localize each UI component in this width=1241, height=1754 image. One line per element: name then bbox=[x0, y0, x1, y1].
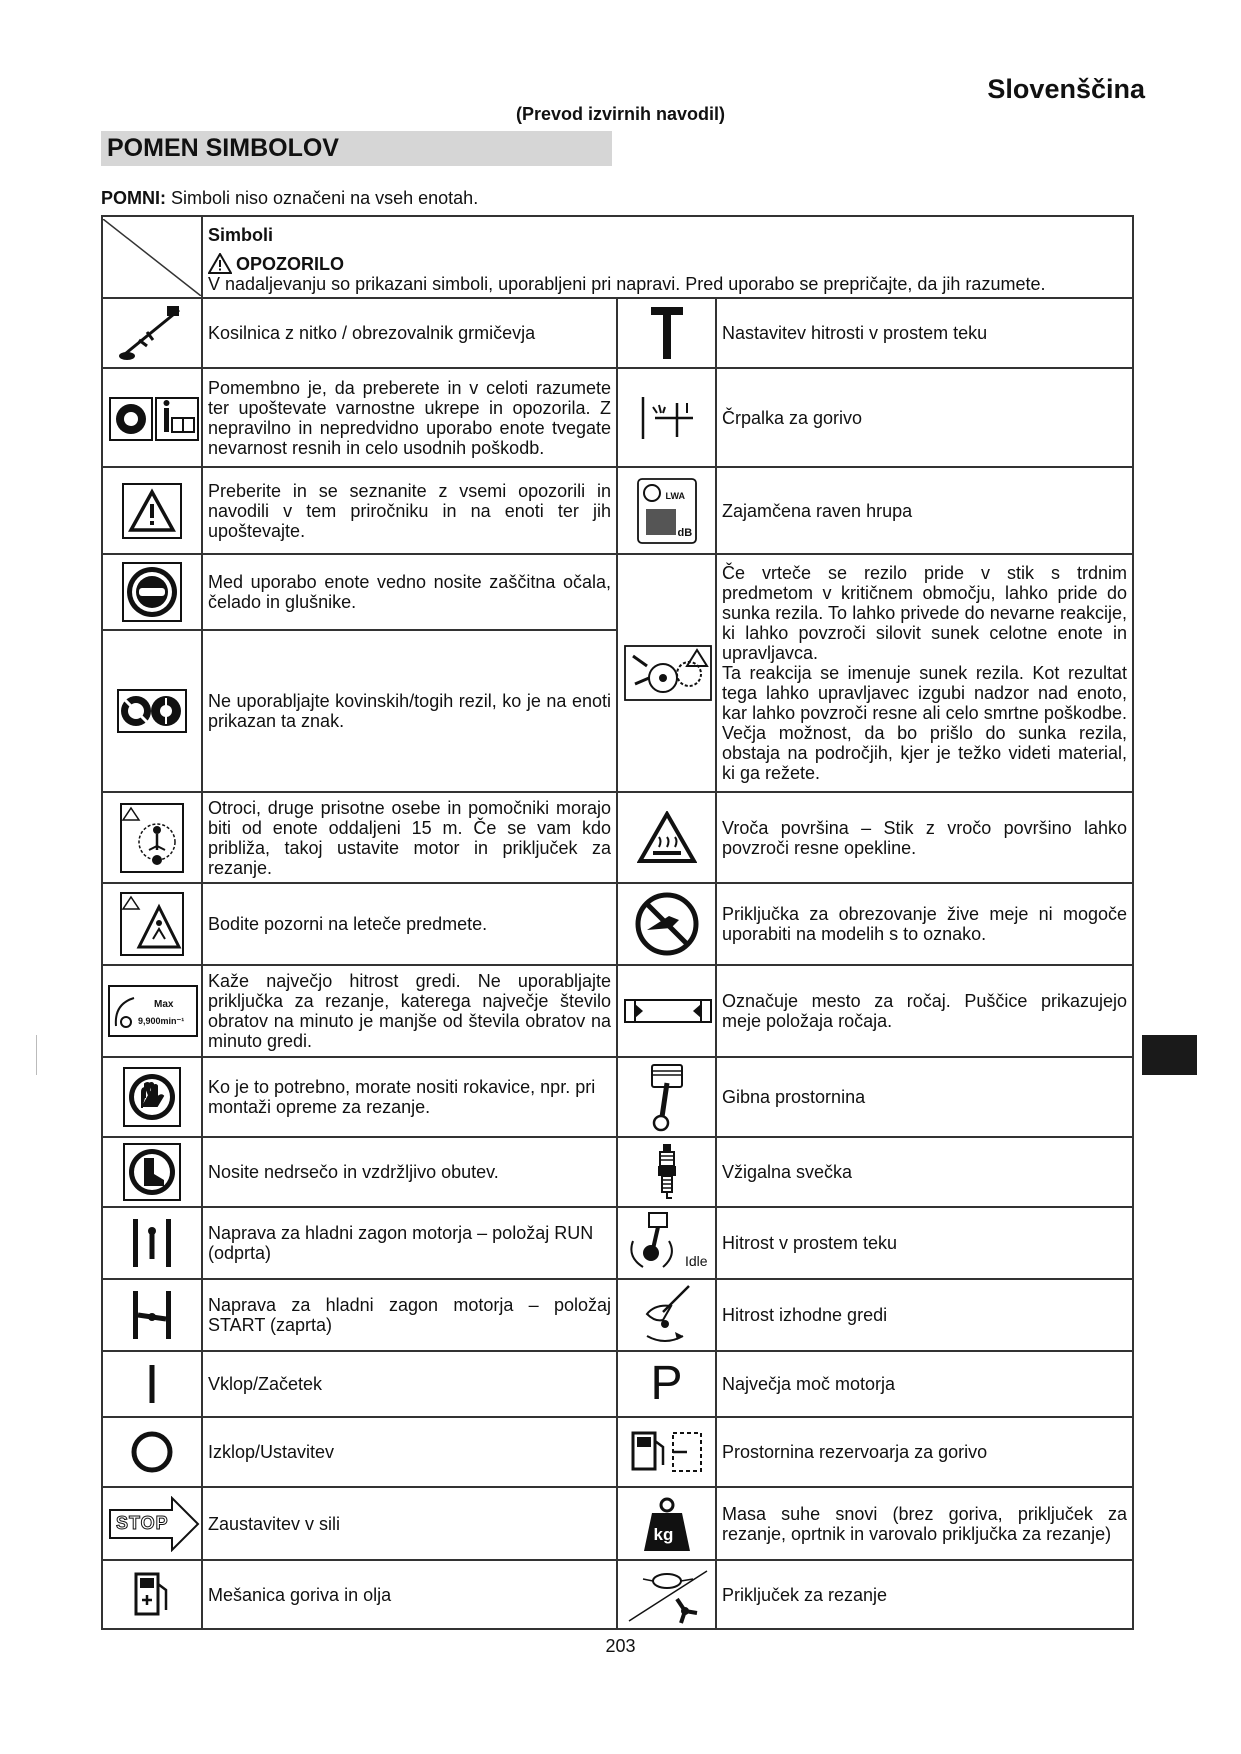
max-power-icon-cell bbox=[617, 1351, 716, 1417]
shaft-speed-icon-cell bbox=[617, 1279, 716, 1351]
row-10-left-text: Nosite nedrsečo in vzdržljivo obutev. bbox=[202, 1137, 617, 1207]
row-5-left-text: Ne uporabljajte kovinskih/togih rezil, ko je na enoti prikazan ta znak. bbox=[202, 630, 617, 792]
dry-weight-icon bbox=[642, 1495, 692, 1553]
row-10-right-text: Vžigalna svečka bbox=[716, 1137, 1133, 1207]
idle-adjust-t-icon bbox=[647, 305, 687, 361]
row-13-left-text: Vklop/Začetek bbox=[202, 1351, 617, 1417]
no-metal-blade-icon-cell bbox=[102, 630, 202, 792]
table-row bbox=[102, 1351, 1133, 1417]
kg-label: kg bbox=[653, 1524, 674, 1544]
warning-label: OPOZORILO bbox=[236, 253, 344, 274]
page-number: 203 bbox=[605, 1636, 636, 1656]
row-6-right-text: Vroča površina – Stik z vročo površino lahko povzroči resne opekline. bbox=[716, 792, 1133, 883]
idle-speed-icon-cell bbox=[617, 1207, 716, 1279]
gloves-icon-cell bbox=[102, 1057, 202, 1137]
power-on-icon bbox=[142, 1361, 162, 1407]
cutting-attachment-icon-cell bbox=[617, 1560, 716, 1629]
table-row bbox=[102, 1487, 1133, 1560]
row-3-left-text: Preberite in se seznanite z vsemi opozorili in navodili v tem priročniku in na enoti ter jih upoštevajte. bbox=[202, 467, 617, 554]
hot-surface-icon-cell bbox=[617, 792, 716, 883]
row-7-left-text: Bodite pozorni na leteče predmete. bbox=[202, 883, 617, 965]
section-title: POMEN SIMBOLOV bbox=[101, 131, 612, 166]
note bbox=[101, 188, 478, 209]
crankshaft-icon bbox=[625, 1211, 685, 1275]
warning-triangle-icon bbox=[208, 253, 232, 274]
table-row bbox=[102, 1279, 1133, 1351]
row-8-right-text: Označuje mesto za ročaj. Puščice prikazujejo meje položaja ročaja. bbox=[716, 965, 1133, 1057]
bystander-distance-icon bbox=[119, 802, 185, 874]
table-row bbox=[102, 554, 1133, 630]
line-trimmer-icon bbox=[117, 302, 187, 364]
row-12-left-text: Naprava za hladni zagon motorja – položaj START (zaprta) bbox=[202, 1279, 617, 1351]
noise-level-icon bbox=[636, 477, 698, 545]
no-hedge-trimmer-icon-cell bbox=[617, 883, 716, 965]
stop-label: STOP bbox=[116, 1512, 169, 1533]
row-2-left-text: Pomembno je, da preberete in v celoti razumete ter upoštevate varnostne ukrepe in opozorila. Z nepravilno in nepredvidno uporabo enote tvegate nevarnost resnih in celo usodnih poškodb. bbox=[202, 368, 617, 467]
table-row bbox=[102, 883, 1133, 965]
table-row bbox=[102, 792, 1133, 883]
table-row bbox=[102, 467, 1133, 554]
header-corner bbox=[102, 216, 202, 298]
idle-adjust-icon-cell bbox=[617, 298, 716, 368]
table-row bbox=[102, 1560, 1133, 1629]
read-warnings-icon-cell bbox=[102, 467, 202, 554]
handle-position-icon bbox=[623, 996, 713, 1026]
row-9-left-text: Ko je to potrebno, morate nositi rokavice, npr. pri montaži opreme za rezanje. bbox=[202, 1057, 617, 1137]
off-stop-icon-cell bbox=[102, 1417, 202, 1487]
flying-objects-icon bbox=[119, 891, 185, 957]
language-tab-marker bbox=[1142, 1035, 1197, 1075]
choke-closed-icon bbox=[127, 1285, 177, 1345]
max-label: Max bbox=[154, 999, 174, 1010]
note-label: POMNI: bbox=[101, 188, 166, 208]
row-8-left-text: Kaže največjo hitrost gredi. Ne uporabljajte priključka za rezanje, katerega največje število obratov na minuto je manjše od števila obratov na minuto gredi. bbox=[202, 965, 617, 1057]
ppe-icon-cell bbox=[102, 554, 202, 630]
hot-surface-icon bbox=[637, 811, 697, 865]
fuel-tank-capacity-icon bbox=[629, 1427, 705, 1477]
row-15-right-text: Masa suhe snovi (brez goriva, priključek za rezanje, oprtnik in varovalo priključka za rezanje) bbox=[716, 1487, 1133, 1560]
language-label: Slovenščina bbox=[987, 74, 1145, 104]
row-13-right-text: Največja moč motorja bbox=[716, 1351, 1133, 1417]
emergency-stop-icon bbox=[108, 1496, 200, 1552]
row-16-right-text: Priključek za rezanje bbox=[716, 1560, 1133, 1629]
trimmer-icon-cell bbox=[102, 298, 202, 368]
kickback-icon-cell bbox=[617, 554, 716, 792]
warning-line bbox=[208, 253, 1127, 274]
choke-run-icon-cell bbox=[102, 1207, 202, 1279]
margin-line bbox=[36, 1035, 37, 1075]
read-manual-icon bbox=[108, 390, 200, 446]
row-6-left-text: Otroci, druge prisotne osebe in pomočniki morajo biti od enote oddaljeni 15 m. Če se vam kdo približa, takoj ustavite motor in priključek za rezanje. bbox=[202, 792, 617, 883]
row-7-right-text: Priključka za obrezovanje žive meje ni mogoče uporabiti na modelih s to oznako. bbox=[716, 883, 1133, 965]
table-row bbox=[102, 965, 1133, 1057]
goggles-helmet-earmuffs-icon bbox=[121, 561, 183, 623]
gloves-icon bbox=[122, 1066, 182, 1128]
table-row bbox=[102, 1057, 1133, 1137]
row-1-left-text: Kosilnica z nitko / obrezovalnik grmičevja bbox=[202, 298, 617, 368]
table-header-row bbox=[102, 216, 1133, 298]
fuel-oil-mix-icon bbox=[130, 1570, 174, 1620]
flying-objects-icon-cell bbox=[102, 883, 202, 965]
displacement-icon-cell bbox=[617, 1057, 716, 1137]
boots-icon-cell bbox=[102, 1137, 202, 1207]
fuel-oil-mix-icon-cell bbox=[102, 1560, 202, 1629]
row-3-right-text: Zajamčena raven hrupa bbox=[716, 467, 1133, 554]
rpm-label: 9,900min⁻¹ bbox=[138, 1016, 185, 1026]
row-11-right-text: Hitrost v prostem teku bbox=[716, 1207, 1133, 1279]
diagonal-line-icon bbox=[103, 219, 201, 296]
table-row bbox=[102, 298, 1133, 368]
row-2-right-text: Črpalka za gorivo bbox=[716, 368, 1133, 467]
lwa-label: LWA bbox=[665, 490, 685, 501]
power-p-icon: P bbox=[650, 1357, 683, 1410]
bystander-icon-cell bbox=[102, 792, 202, 883]
row-14-left-text: Izklop/Ustavitev bbox=[202, 1417, 617, 1487]
row-15-left-text: Zaustavitev v sili bbox=[202, 1487, 617, 1560]
no-hedge-trimmer-icon bbox=[633, 890, 701, 958]
output-shaft-icon bbox=[639, 1284, 695, 1346]
note-text: Simboli niso označeni na vseh enotah. bbox=[166, 188, 479, 208]
db-label: dB bbox=[677, 526, 693, 539]
piston-icon bbox=[644, 1061, 690, 1133]
idle-label: Idle bbox=[685, 1253, 708, 1269]
document-subtitle: (Prevod izvirnih navodil) bbox=[515, 104, 726, 124]
header-text: V nadaljevanju so prikazani simboli, uporabljeni pri napravi. Pred uporabo se prepričajte, da jih razumete. bbox=[208, 274, 1046, 294]
noise-level-icon-cell bbox=[617, 467, 716, 554]
header-title: Simboli bbox=[208, 225, 274, 245]
table-row bbox=[102, 1137, 1133, 1207]
row-9-right-text: Gibna prostornina bbox=[716, 1057, 1133, 1137]
row-1-right-text: Nastavitev hitrosti v prostem teku bbox=[716, 298, 1133, 368]
no-metal-blade-icon bbox=[116, 688, 188, 734]
spark-plug-icon bbox=[652, 1142, 682, 1202]
choke-start-icon-cell bbox=[102, 1279, 202, 1351]
table-row bbox=[102, 368, 1133, 467]
safety-boots-icon bbox=[122, 1142, 182, 1202]
blade-thrust-icon bbox=[623, 644, 713, 702]
idle-speed-icon bbox=[623, 1211, 713, 1275]
warning-sign-icon bbox=[121, 482, 183, 540]
row-11-left-text: Naprava za hladni zagon motorja – položaj RUN (odprta) bbox=[202, 1207, 617, 1279]
dry-weight-icon-cell bbox=[617, 1487, 716, 1560]
handle-position-icon-cell bbox=[617, 965, 716, 1057]
max-shaft-speed-icon bbox=[108, 985, 198, 1037]
fuel-pump-icon-cell bbox=[617, 368, 716, 467]
table-header-cell bbox=[202, 216, 1133, 298]
max-speed-icon-cell bbox=[102, 965, 202, 1057]
choke-open-icon bbox=[127, 1213, 177, 1273]
on-start-icon-cell bbox=[102, 1351, 202, 1417]
row-12-right-text: Hitrost izhodne gredi bbox=[716, 1279, 1133, 1351]
row-16-left-text: Mešanica goriva in olja bbox=[202, 1560, 617, 1629]
row-14-right-text: Prostornina rezervoarja za gorivo bbox=[716, 1417, 1133, 1487]
row-4-left-text: Med uporabo enote vedno nosite zaščitna očala, čelado in glušnike. bbox=[202, 554, 617, 630]
symbols-table bbox=[101, 215, 1134, 1630]
table-row bbox=[102, 1207, 1133, 1279]
power-off-icon bbox=[127, 1427, 177, 1477]
emergency-stop-icon-cell bbox=[102, 1487, 202, 1560]
cutting-attachment-icon bbox=[623, 1565, 713, 1625]
fuel-tank-icon-cell bbox=[617, 1417, 716, 1487]
row-4-right-text: Če vrteče se rezilo pride v stik s trdnim predmetom v kritičnem območju, lahko pride do sunka rezila. To lahko privede do nevarne reakcije, ki lahko povzroči silovit sunek celotne enote in upravljavca. Ta reakcija se imenuje sunek rezila. Kot rezultat tega lahko upravljavec izgubi nadzor nad enoto, kar lahko povzroči resne ali celo smrtne poškodbe. Večja možnost, da bo prišlo do sunka rezila, obstaja na področjih, kjer je težko videti material, ki ga režete. bbox=[716, 554, 1133, 792]
spark-plug-icon-cell bbox=[617, 1137, 716, 1207]
primer-pump-icon bbox=[637, 393, 697, 443]
table-row bbox=[102, 1417, 1133, 1487]
manual-icon-cell bbox=[102, 368, 202, 467]
